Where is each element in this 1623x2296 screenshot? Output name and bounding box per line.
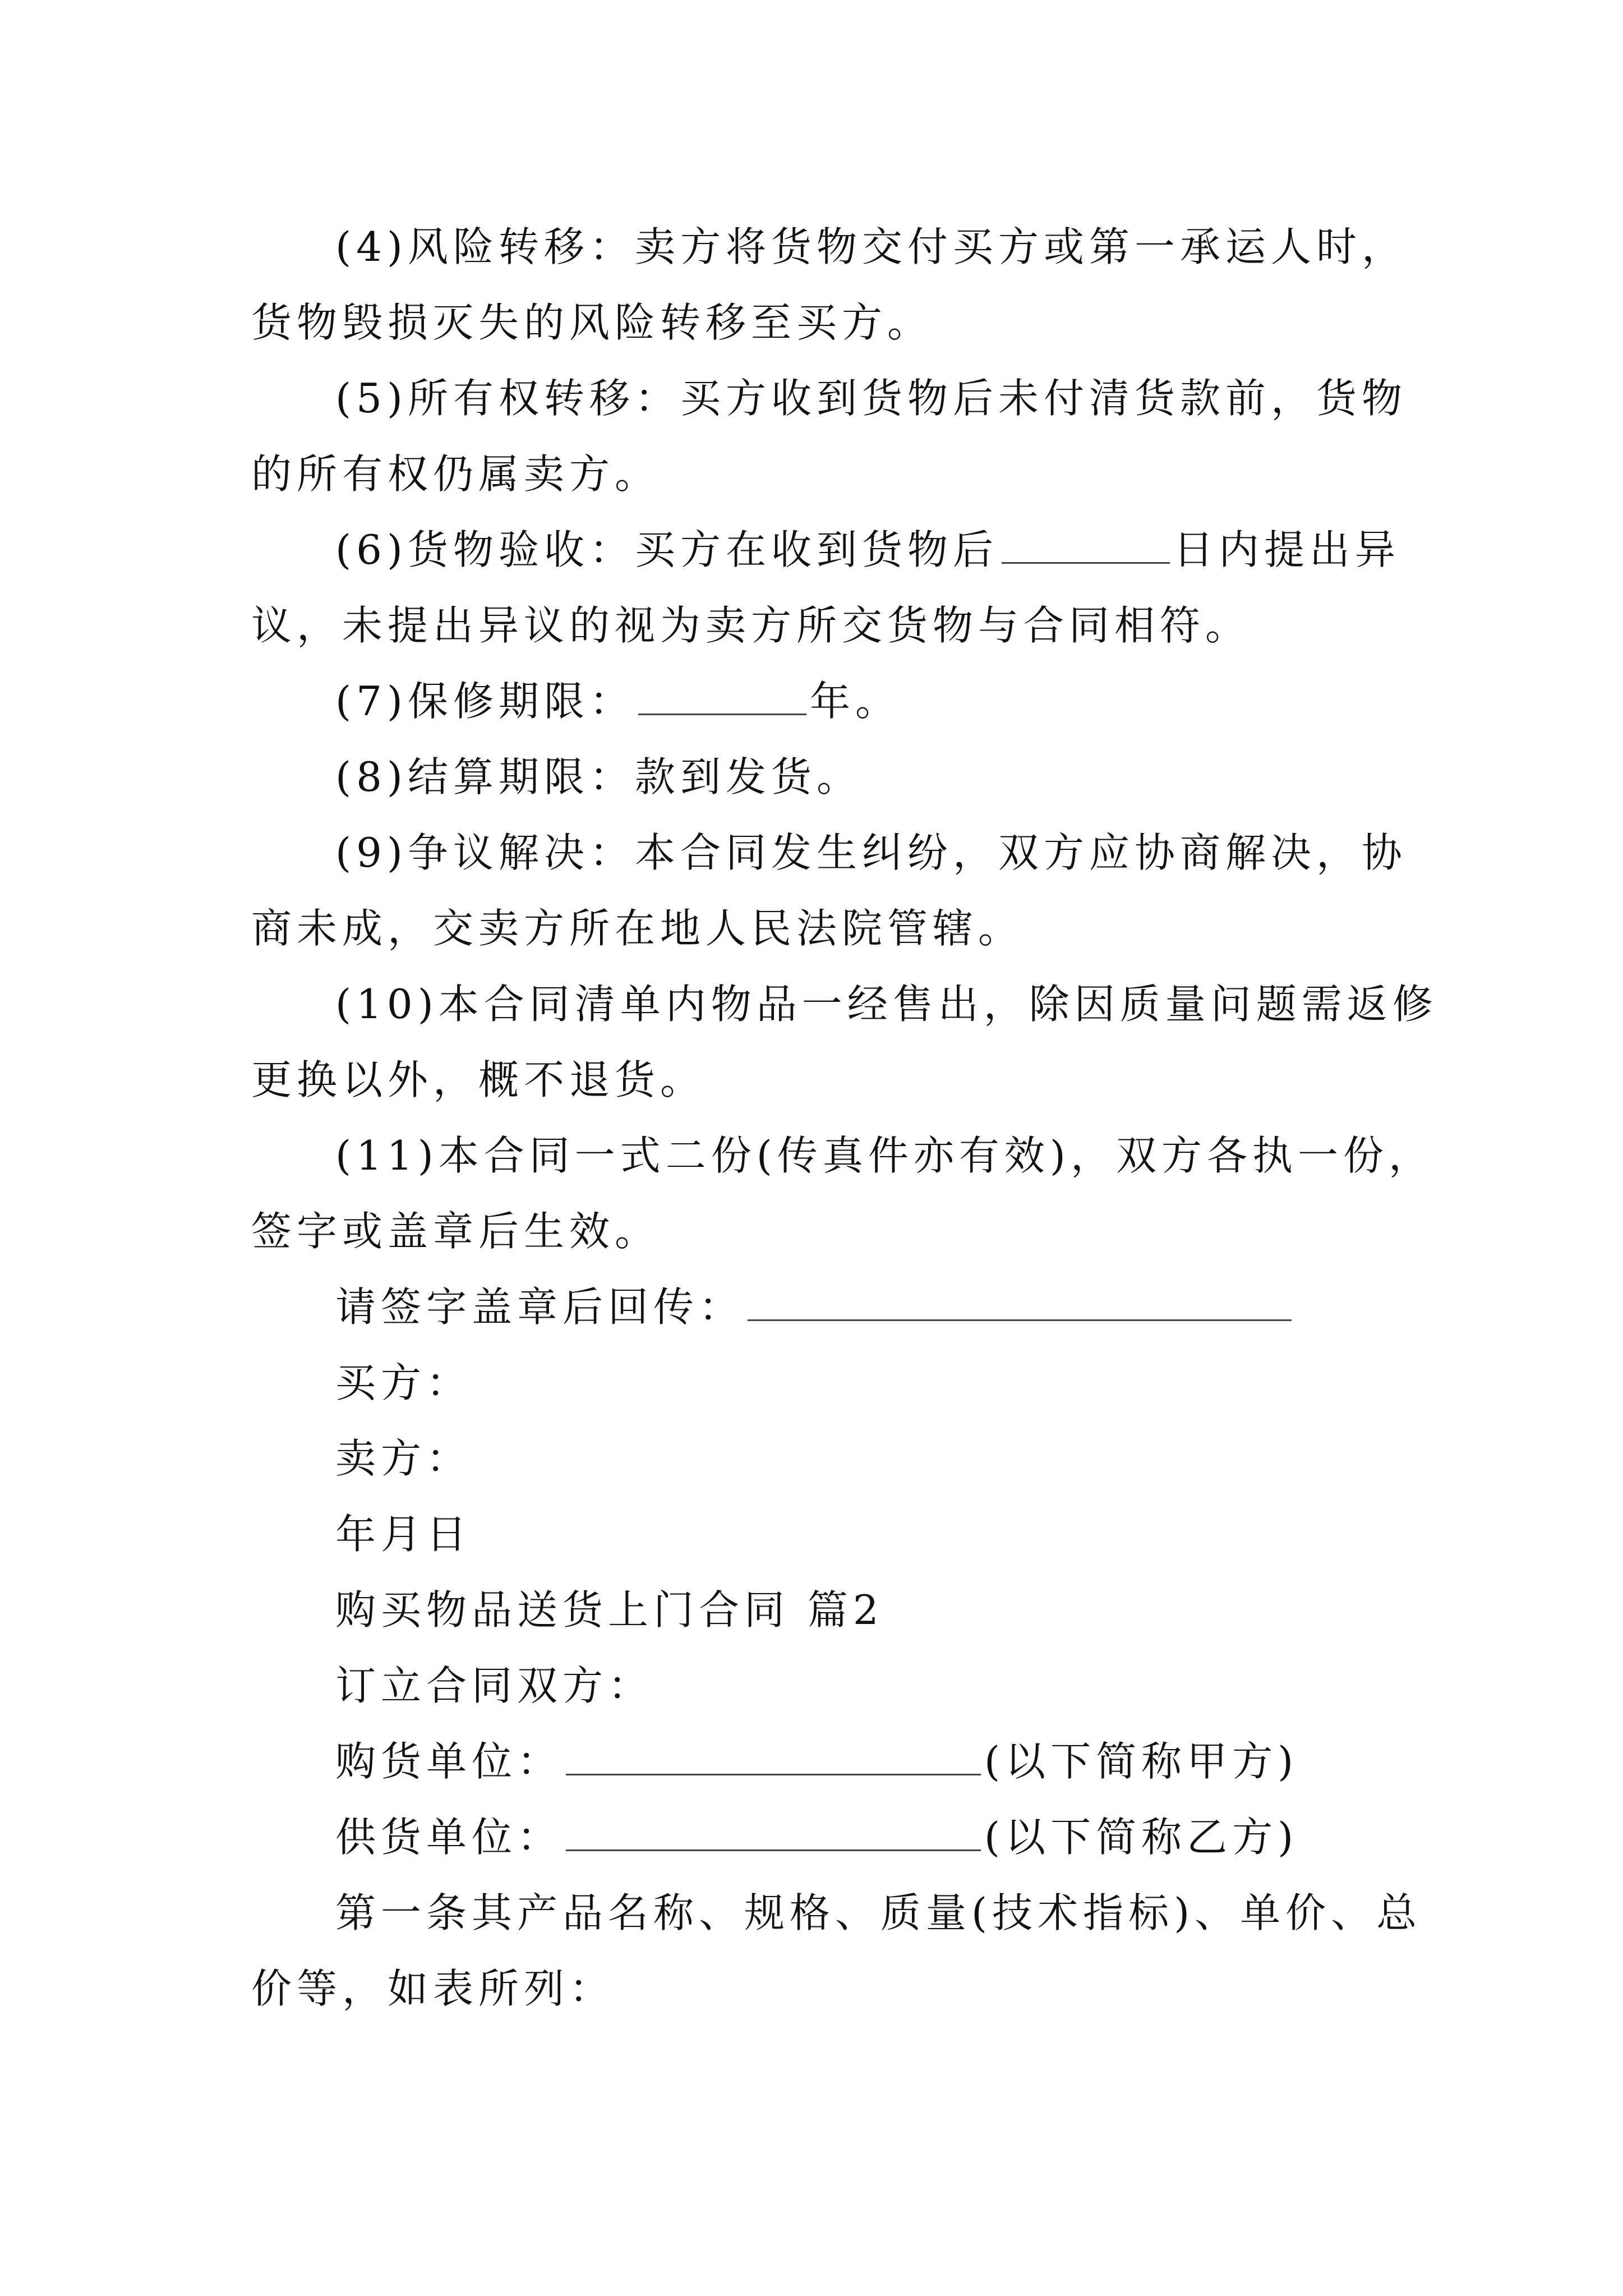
paragraph-4-line-1 (335, 219, 1407, 275)
text: (6)货物验收：买方在收到货物后 (335, 526, 998, 573)
paragraph-7 (335, 673, 1395, 729)
text: (7)保修期限： (335, 678, 635, 725)
purchaser-line (335, 1733, 1395, 1789)
date-label (335, 1506, 1395, 1562)
purchaser-blank (566, 1740, 981, 1775)
text: 购买物品送货上门合同 篇2 (335, 1586, 884, 1634)
paragraph-11-line-1 (335, 1128, 1434, 1184)
article-1-line-1 (335, 1885, 1422, 1941)
paragraph-6-line-2 (251, 597, 1395, 654)
text: 货物毁损灭失的风险转移至买方。 (251, 299, 933, 346)
text: 更换以外，概不退货。 (251, 1056, 706, 1103)
text: 请签字盖章后回传： (335, 1283, 745, 1331)
seller-label (335, 1430, 1395, 1487)
text: 供货单位： (335, 1814, 563, 1861)
text: (10)本合同清单内物品一经售出，除因质量问题需返修 (335, 981, 1438, 1028)
text: 年。 (810, 678, 901, 725)
paragraph-5-line-1 (335, 370, 1407, 426)
paragraph-8 (335, 749, 1395, 805)
inspection-days-blank (1002, 528, 1170, 564)
return-blank (748, 1286, 1292, 1321)
text: 签字或盖章后生效。 (251, 1208, 661, 1255)
text: 第一条其产品名称、规格、质量(技术指标)、单价、总 (335, 1889, 1422, 1936)
text: 价等，如表所列： (251, 1965, 615, 2012)
paragraph-9-line-1 (335, 825, 1407, 881)
text: 议，未提出异议的视为卖方所交货物与合同相符。 (251, 602, 1251, 649)
text: 商未成，交卖方所在地人民法院管辖。 (251, 905, 1024, 952)
paragraph-11-line-2 (251, 1203, 1395, 1259)
text: (4)风险转移：卖方将货物交付买方或第一承运人时， (335, 223, 1407, 270)
warranty-years-blank (638, 680, 806, 715)
paragraph-5-line-2 (251, 446, 1395, 502)
text: 的所有权仍属卖方。 (251, 450, 661, 498)
text: 买方： (335, 1359, 472, 1406)
text: (5)所有权转移：买方收到货物后未付清货款前，货物 (335, 375, 1407, 422)
paragraph-10-line-2 (251, 1052, 1395, 1108)
return-request (335, 1279, 1395, 1335)
paragraph-6-line-1 (335, 522, 1401, 578)
paragraph-9-line-2 (251, 900, 1395, 956)
text: (9)争议解决：本合同发生纠纷，双方应协商解决，协 (335, 829, 1407, 876)
text: (11)本合同一式二份(传真件亦有效)，双方各执一份， (335, 1132, 1434, 1179)
supplier-blank (566, 1816, 981, 1851)
paragraph-4-line-2 (251, 295, 1395, 351)
text: (8)结算期限：款到发货。 (335, 753, 862, 800)
supplier-line (335, 1809, 1395, 1865)
text: 购货单位： (335, 1738, 563, 1785)
buyer-label (335, 1355, 1395, 1411)
section-heading (335, 1582, 1395, 1638)
article-1-line-2 (251, 1961, 1395, 2017)
text: 年月日 (335, 1511, 472, 1558)
text: (以下简称甲方) (984, 1738, 1299, 1785)
text: (以下简称乙方) (984, 1814, 1299, 1861)
text: 日内提出异 (1173, 526, 1401, 573)
paragraph-10-line-1 (335, 976, 1438, 1032)
text: 订立合同双方： (335, 1662, 654, 1709)
parties-label (335, 1658, 1395, 1714)
text: 卖方： (335, 1435, 472, 1482)
